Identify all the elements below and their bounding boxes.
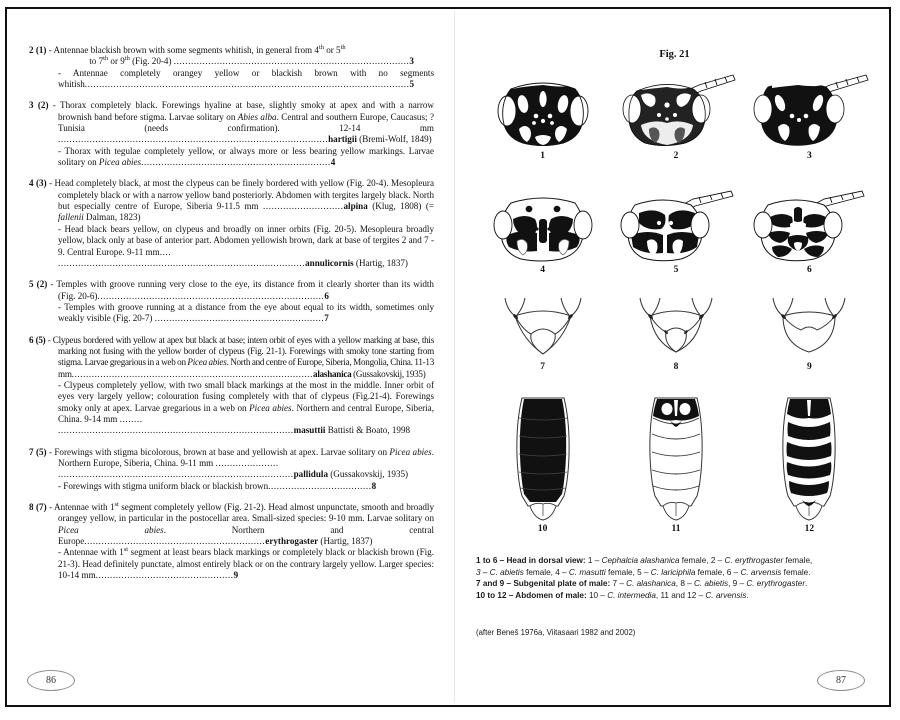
taxon-author: (Bremi-Wolf, 1849) xyxy=(356,134,432,145)
lead-text: . Central and southern Europe, Caucasus; ? Tunisia (needs confirmation). 12-14 mm xyxy=(58,111,434,134)
species-name: C. masutti xyxy=(568,567,606,577)
key-couplet xyxy=(29,447,434,492)
species-name: C. erythrogaster xyxy=(724,556,784,565)
lead-text: - Thorax completely black. Forewings hyaline at base, slightly smoky at apex and with a narrow brownish band before stigma. Larvae solitary on xyxy=(52,100,434,122)
caption-text: 1 – xyxy=(585,556,602,565)
leader-dots: ............................................................................... xyxy=(97,290,325,301)
figure-number: 11 xyxy=(671,524,681,534)
lead-text: - Thorax with tegulae completely yellow, or always more or less bearing yellow markings. Larvae solitary on xyxy=(58,145,434,168)
key-target: 6 xyxy=(324,290,329,301)
subgenital-pointed-icon xyxy=(491,296,595,360)
figure-row xyxy=(476,396,876,534)
couplet-number: 3 (2) xyxy=(29,100,49,111)
ordinal-suffix: st xyxy=(123,546,129,554)
caption-text: female, 4 – xyxy=(523,567,569,577)
lead-text: - Antennae completely orangey yellow or blackish brown with no segments whitish xyxy=(58,67,434,90)
figure-source: (after Beneš 1976a, Viitasaari 1982 and 2002) xyxy=(476,628,636,637)
key-lead xyxy=(29,224,434,269)
figure-number: 5 xyxy=(673,265,679,275)
figure-item-1 xyxy=(480,71,605,161)
taxon-name: alpina xyxy=(343,201,368,212)
key-target: 7 xyxy=(324,313,329,324)
key-lead xyxy=(29,502,434,547)
caption-line-2 xyxy=(476,567,876,579)
couplet-number: 8 (7) xyxy=(29,502,47,513)
ordinal-suffix: th xyxy=(103,55,109,63)
figure-number: 9 xyxy=(806,362,812,372)
species-name: C. erythrogaster xyxy=(746,579,806,589)
figure-item-3 xyxy=(747,71,872,161)
key-target: 8 xyxy=(371,480,377,491)
taxon-author: Battisti & Boato, 1998 xyxy=(325,425,411,436)
taxon-name: masuttii xyxy=(293,425,326,436)
figure-item-8 xyxy=(613,296,738,372)
leader-dots: ........................................................... xyxy=(154,313,325,324)
taxon-author: (Gussakovskij, 1935) xyxy=(328,469,409,480)
figure-item-4 xyxy=(480,189,605,275)
taxon-author: (Hartig, 1837) xyxy=(353,257,408,268)
caption-text: female. xyxy=(781,567,811,577)
figure-plate xyxy=(476,71,876,551)
lead-text: (Fig. 20-4) xyxy=(129,56,174,67)
caption-text: , 9 – xyxy=(728,579,747,589)
figure-item-7 xyxy=(480,296,605,372)
caption-text: , 8 – xyxy=(675,579,694,589)
lead-text: - Clypeus completely yellow, with two small black markings at the most in the middle. Inner orbit of eyes very largely yellow; colouration fusing completely with that of clypeus (Fig.21-4). Forewings smoky only at apex. Larvae gregarious in a web on xyxy=(58,379,434,413)
leader-dots: ................................................ xyxy=(95,570,234,581)
ordinal-suffix: th xyxy=(340,43,346,51)
species-name: C. arvensis xyxy=(740,567,782,577)
lead-text: - Clypeus bordered with yellow at apex but black at base; intern orbit of eyes with a yellow marking at base, this marking not fusing with the yellow border of clypeus (Fig. 21-1). Forewings with smoky tone starting from stigma. Larvae gregarious in a web on xyxy=(47,334,434,368)
leader-dots: .................................... xyxy=(268,480,372,491)
figure-number: 10 xyxy=(537,524,548,534)
species-name: Cephalcia alashanica xyxy=(601,556,680,565)
key-lead xyxy=(29,279,434,302)
head-pale-antenna-icon xyxy=(748,189,870,263)
caption-text: female, xyxy=(783,556,813,565)
synonym-name: fallenii xyxy=(58,212,84,223)
host-plant: Picea abies xyxy=(187,357,227,368)
key-lead xyxy=(29,302,434,325)
figure-number: 6 xyxy=(806,265,812,275)
host-plant: Picea abies xyxy=(98,157,142,168)
couplet-number: 7 (5) xyxy=(29,446,47,457)
caption-line-4 xyxy=(476,590,876,602)
page-number: 86 xyxy=(46,675,56,686)
species-name: C. abietis xyxy=(693,579,729,589)
taxon-author: Dalman, 1823) xyxy=(83,212,141,223)
leader-dots: .................................................................................. xyxy=(173,56,410,67)
lead-text: . Northern Europe, Siberia, China. 9-11 mm xyxy=(58,446,434,468)
taxon-author: (Hartig, 1837) xyxy=(318,536,373,547)
figure-item-5 xyxy=(613,189,738,275)
abdomen-banded-icon xyxy=(772,396,846,522)
caption-text: 10 – xyxy=(586,590,608,600)
key-couplet xyxy=(29,335,434,437)
taxon-author: (Gussakovskij, 1935) xyxy=(351,368,426,379)
figure-title: Fig. 21 xyxy=(659,49,690,60)
page-number: 87 xyxy=(836,675,846,686)
couplet-number: 4 (3) xyxy=(29,178,47,189)
head-mid-antenna-icon xyxy=(615,189,737,263)
ordinal-suffix: th xyxy=(318,43,324,51)
ordinal-suffix: th xyxy=(124,55,130,63)
leader-dots: ...................................................................................... xyxy=(58,257,306,268)
caption-text: female, 2 – xyxy=(679,556,725,565)
lead-text: - Forewings with stigma bicolorous, brown at base and yellowish at apex. Larvae solitary on xyxy=(48,446,390,457)
page-gutter xyxy=(454,11,455,703)
key-lead xyxy=(29,447,434,481)
caption-text: . xyxy=(746,590,749,600)
key-lead xyxy=(29,146,434,169)
couplet-number: 5 (2) xyxy=(29,279,48,290)
figure-item-10 xyxy=(480,396,605,534)
abdomen-black-icon xyxy=(506,396,580,522)
key-lead xyxy=(29,45,434,68)
caption-text: 7 – xyxy=(610,579,627,589)
key-couplet xyxy=(29,502,434,581)
host-plant: Picea abies xyxy=(249,402,292,413)
key-couplet xyxy=(29,279,434,324)
taxon-author: (Klug, 1808) (= xyxy=(367,201,435,212)
figure-row xyxy=(476,71,876,161)
caption-text: , 11 and 12 – xyxy=(655,590,706,600)
lead-text: - Head black bears yellow, on clypeus and broadly on inner orbits (Fig. 20-5). Mesopleura broadly yellow, black only at base of anterior part. Abdomen yellowish brown, dark at base of tergites 2 and 7 - 9. Central Europe. 9-11 mm xyxy=(58,223,434,257)
key-lead xyxy=(29,100,434,145)
figure-page xyxy=(462,11,887,703)
key-lead xyxy=(29,481,434,492)
lead-text: . Northern and central Europe, Siberia, China. 9-14 mm xyxy=(58,402,434,424)
abdomen-pale-icon xyxy=(639,396,713,522)
leader-dots: .............................................................................................. xyxy=(58,134,329,145)
folio-left xyxy=(27,670,75,691)
leader-dots: .................................................................................. xyxy=(58,425,294,436)
caption-line-3 xyxy=(476,578,876,590)
leader-dots: .................................................................. xyxy=(141,157,331,168)
figure-number: 1 xyxy=(540,151,546,161)
figure-item-12 xyxy=(747,396,872,534)
key-lead xyxy=(29,380,434,437)
lead-text: - Antennae with 1 xyxy=(49,502,115,513)
species-name: 3 – C. abietis xyxy=(476,567,524,577)
head-patterned-antenna-icon xyxy=(615,71,737,149)
book-spread xyxy=(5,7,891,707)
figure-row xyxy=(476,296,876,372)
key-target: 5 xyxy=(409,79,415,90)
host-plant: Picea abies xyxy=(389,446,432,457)
caption-text: . xyxy=(805,579,808,589)
taxon-name: hartigii xyxy=(328,134,357,145)
lead-text: - Temples with groove running at a distance from the eye about equal to its width, sometimes only weakly visible (Fig. 20-7) xyxy=(58,301,434,324)
leader-dots: .... xyxy=(159,246,172,257)
taxon-name: annulicornis xyxy=(305,257,354,268)
key-lead xyxy=(29,178,434,223)
caption-line-1 xyxy=(476,555,876,567)
figure-row xyxy=(476,189,876,275)
figure-number: 7 xyxy=(540,362,546,372)
figure-item-2 xyxy=(613,71,738,161)
figure-item-9 xyxy=(747,296,872,372)
leader-dots: .................................................................................... xyxy=(71,368,314,379)
couplet-number: 6 (5) xyxy=(29,334,46,345)
folio-right xyxy=(817,670,865,691)
key-lead xyxy=(29,68,434,91)
key-couplet xyxy=(29,178,434,269)
species-name: C. arvensis xyxy=(705,590,747,600)
ordinal-suffix: st xyxy=(114,501,119,508)
dichotomous-key xyxy=(29,45,434,581)
host-plant: Picea abies xyxy=(58,524,164,535)
leader-dots: ............................ xyxy=(263,201,344,212)
figure-number: 4 xyxy=(540,265,546,275)
key-couplet xyxy=(29,100,434,168)
caption-text: female, 5 – xyxy=(605,567,651,577)
subgenital-notched-icon xyxy=(624,296,728,360)
subgenital-rounded-icon xyxy=(757,296,861,360)
couplet-number: 2 (1) xyxy=(29,45,47,55)
lead-text: - Head completely black, at most the clypeus can be finely bordered with yellow (Fig. 20-4). Mesopleura completely black or with a narrow yellow band posteriorly. Abdomen with tergites largely black. North but especially centre of Europe, Siberia 9-11.5 mm xyxy=(49,178,434,212)
lead-text: . Northern and central Europe xyxy=(58,524,434,547)
leader-dots: ........ xyxy=(119,413,143,424)
lead-text: - Antennae with 1 xyxy=(58,547,124,558)
lead-text: segment at least bears black markings or completely black or blackish brown (Fig. 21-3). Head definitely punctate, almost entirely black or on the contrary largely yellow. Larger species: 10-14 mm xyxy=(58,547,435,581)
key-couplet xyxy=(29,45,434,90)
taxon-name: erythrogaster xyxy=(265,536,319,547)
figure-number: 3 xyxy=(806,151,812,161)
caption-label: 7 and 9 – Subgenital plate of male: xyxy=(476,579,611,589)
head-dark-spots-icon xyxy=(489,71,597,149)
leader-dots: ................................................................................................................. xyxy=(84,79,410,90)
taxon-name: pallidula xyxy=(293,469,328,480)
figure-number: 2 xyxy=(673,151,679,161)
key-target: 4 xyxy=(330,157,336,168)
leader-dots: ...................... xyxy=(215,458,279,468)
species-name: C. lariciphila xyxy=(650,567,696,577)
lead-text: - Antennae blackish brown with some segments whitish, in general from 4 xyxy=(48,45,319,55)
key-target: 3 xyxy=(409,56,414,67)
figure-caption xyxy=(476,555,876,601)
figure-number: 8 xyxy=(673,362,679,372)
lead-text: or 5 xyxy=(323,45,341,55)
lead-text: or 9 xyxy=(108,56,125,67)
leader-dots: ............................................................... xyxy=(84,536,266,547)
caption-label: 10 to 12 – Abdomen of male: xyxy=(476,590,587,600)
lead-text: to 7 xyxy=(87,56,104,67)
figure-item-6 xyxy=(747,189,872,275)
taxon-name: alashanica xyxy=(313,368,352,379)
lead-text: segment completely yellow (Fig. 21-2). Head almost unpunctate, smooth and broadly orangey yellow, in particular in the postocellar area. Small-sized species: 9-10 mm. Larvae solitary on xyxy=(58,502,434,524)
species-name: C. intermedia xyxy=(607,590,656,600)
figure-item-11 xyxy=(613,396,738,534)
lead-text: - Temples with groove running very close to the eye, its distance from it clearly shorter than its width (Fig. 20-6) xyxy=(50,279,434,301)
caption-label: 1 to 6 – Head in dorsal view: xyxy=(476,556,586,565)
key-lead xyxy=(29,335,434,380)
caption-text: female, 6 – xyxy=(695,567,741,577)
head-black-antenna-icon xyxy=(748,71,870,149)
lead-text: - Forewings with stigma uniform black or blackish brown xyxy=(58,480,269,491)
key-target: 9 xyxy=(233,570,239,581)
head-light-mask-icon xyxy=(487,189,599,263)
species-name: C. alashanica xyxy=(626,579,676,589)
lead-text: . North and centre of Europe, Siberia, Mongolia, China. 11-13 mm xyxy=(58,357,434,379)
leader-dots: .................................................................................. xyxy=(58,469,294,480)
host-plant: Abies alba xyxy=(237,111,277,122)
key-lead xyxy=(29,547,434,581)
figure-number: 12 xyxy=(804,524,815,534)
